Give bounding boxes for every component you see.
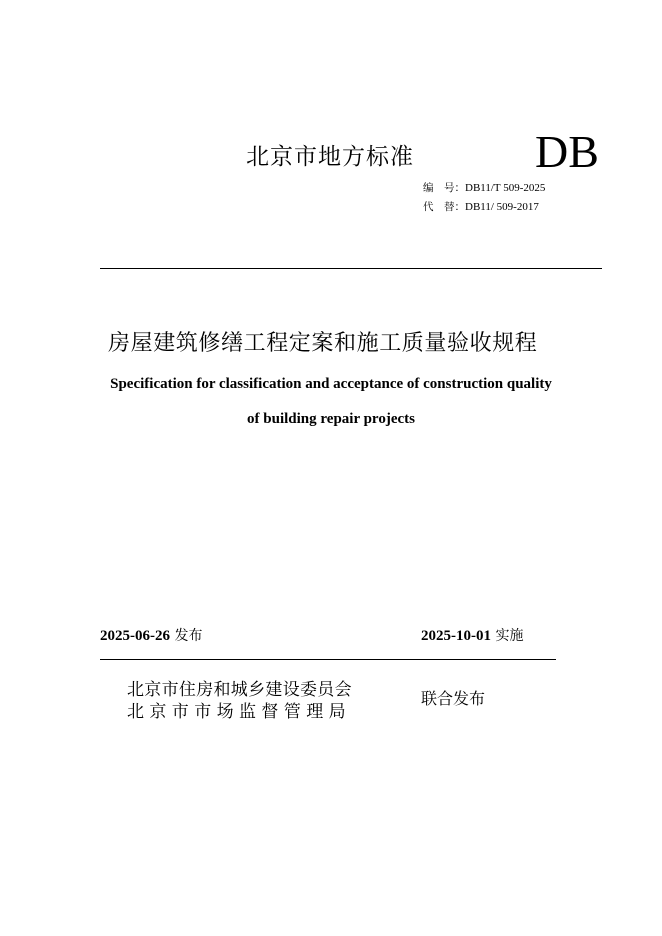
replaced-code-label: 代 替：: [423, 201, 465, 213]
issuer-housing-commission: 北京市住房和城乡建设委员会: [127, 680, 352, 700]
issuer-market-regulation: 北 京 市 市 场 监 督 管 理 局: [127, 702, 346, 722]
document-title-chinese: 房屋建筑修缮工程定案和施工质量验收规程: [108, 331, 538, 356]
joint-issue-label: 联合发布: [421, 689, 486, 708]
standard-title: 北京市地方标准: [246, 144, 414, 170]
issue-date-label: 发布: [170, 628, 203, 644]
bottom-divider: [100, 659, 556, 660]
standard-code-value: DB11/T 509-2025: [465, 182, 546, 194]
replaced-code-value: DB11/ 509-2017: [465, 201, 539, 213]
top-divider: [100, 268, 602, 269]
implement-date-value: 2025-10-01: [421, 628, 491, 644]
standard-code: [423, 181, 545, 195]
issue-date: [100, 625, 202, 645]
issue-date-value: 2025-06-26: [100, 628, 170, 644]
document-title-english-line2: of building repair projects: [247, 411, 415, 427]
db-mark: DB: [535, 126, 599, 177]
replaced-code: [423, 200, 539, 214]
implement-date-label: 实施: [491, 628, 524, 644]
standard-code-label: 编 号：: [423, 182, 465, 194]
document-title-english-line1: Specification for classification and acceptance of construction quality: [110, 376, 552, 392]
implement-date: [421, 625, 523, 645]
